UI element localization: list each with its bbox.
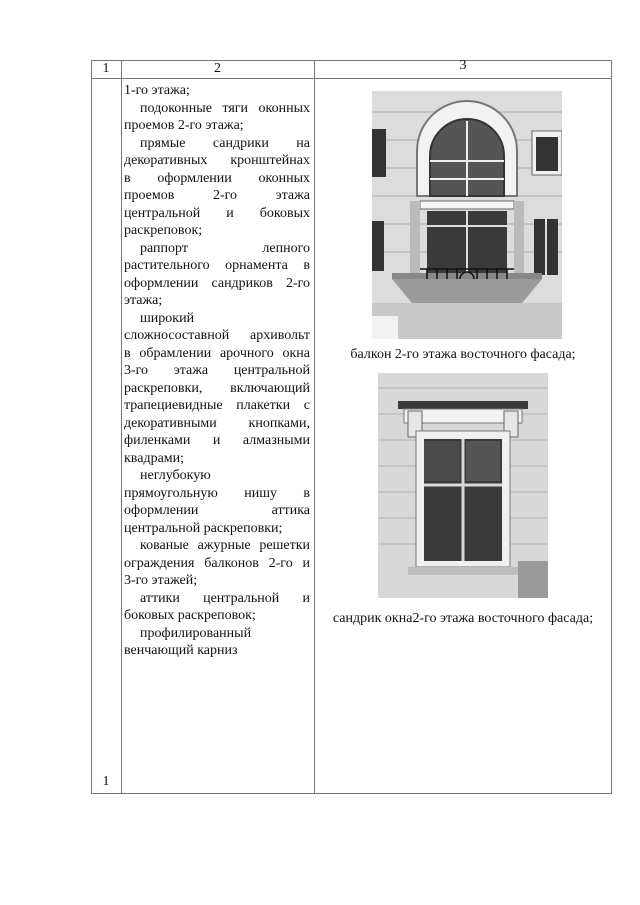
- description-line: неглубокую: [140, 468, 211, 483]
- description-line: профилированный: [140, 625, 252, 641]
- window-caption: сандрик окна2-го этажа восточного фасада;: [332, 611, 594, 626]
- description-line: раскреповки, включающий: [124, 380, 310, 396]
- description-line: квадрами;: [124, 450, 185, 466]
- description-line: раппорт лепного: [140, 240, 310, 256]
- description-text: [124, 82, 310, 660]
- description-line: оформлении сандриков 2-го: [124, 275, 310, 291]
- header-col-3: 3: [459, 58, 467, 73]
- description-line: в обрамлении арочного окна: [124, 345, 310, 361]
- description-line: проемов 2-го этажа: [124, 188, 310, 203]
- balcony-illustration: [372, 91, 562, 339]
- description-line: кованые ажурные решетки: [140, 538, 310, 553]
- description-line: раскреповок;: [124, 223, 203, 238]
- description-line: проемов 2-го этажа;: [124, 118, 244, 133]
- description-line: прямые сандрики на: [140, 135, 310, 151]
- window-illustration: [378, 373, 548, 598]
- description-line: филенками и алмазными: [124, 433, 310, 448]
- row-number: 1: [102, 774, 110, 789]
- description-line: центральной и боковых: [124, 205, 310, 221]
- balcony-photo: [372, 91, 562, 339]
- description-line: декоративными кнопками,: [124, 415, 310, 431]
- description-line: венчающий карниз: [124, 643, 238, 658]
- description-line: ограждения балконов 2-го и: [124, 555, 310, 571]
- description-line: центральной раскреповки;: [124, 520, 283, 536]
- description-line: сложносоставной архивольт: [124, 328, 310, 343]
- header-col-1: 1: [102, 61, 110, 76]
- description-line: оформлении аттика: [124, 503, 310, 518]
- description-line: подоконные тяги оконных: [140, 100, 310, 116]
- description-line: этажа;: [124, 293, 163, 308]
- description-line: 1-го этажа;: [124, 83, 190, 98]
- col2-divider: [314, 60, 315, 794]
- description-line: растительного орнамента в: [124, 258, 310, 273]
- description-line: в оформлении оконных: [124, 170, 310, 186]
- header-col-2: 2: [214, 61, 221, 76]
- window-photo: [378, 373, 548, 598]
- col1-divider: [121, 60, 122, 794]
- table-bottom-border: [91, 793, 612, 794]
- description-line: широкий: [140, 310, 195, 326]
- description-line: трапециевидные плакетки с: [124, 398, 310, 413]
- description-line: прямоугольную нишу в: [124, 485, 310, 501]
- description-line: 3-го этажа центральной: [124, 363, 310, 378]
- balcony-caption: балкон 2-го этажа восточного фасада;: [350, 347, 576, 362]
- table-right-border: [611, 60, 612, 794]
- description-line: аттики центральной и: [140, 590, 310, 606]
- content-table: [91, 60, 612, 794]
- description-line: боковых раскреповок;: [124, 608, 256, 623]
- header-bottom-border: [91, 78, 612, 79]
- description-line: 3-го этажей;: [124, 573, 198, 588]
- table-left-border: [91, 60, 92, 794]
- description-line: декоративных кронштейнах: [124, 153, 310, 168]
